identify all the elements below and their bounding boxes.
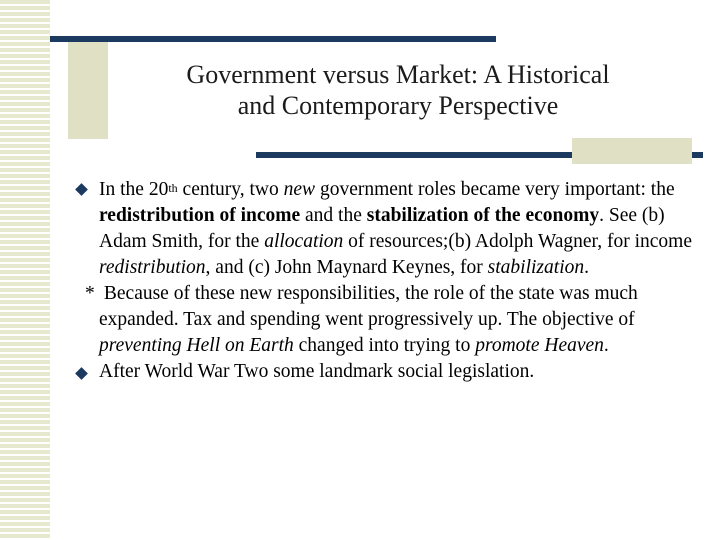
superscript-th: th — [168, 181, 178, 195]
bullet-text: , and (c) John Maynard Keynes, for — [205, 257, 488, 278]
bullet-text: Because of these new responsibilities, the role of the state was much expanded. Tax and spending went progressively up. The objective of — [99, 283, 638, 330]
bullet-text: . — [603, 335, 609, 356]
title-line-2: and Contemporary Perspective — [237, 91, 559, 120]
bullet-text: of resources;(b) Adolph Wagner, for income — [343, 231, 693, 252]
corner-accent-block — [572, 138, 692, 164]
slide-body — [70, 177, 710, 385]
emphasis-promote-heaven: promote Heaven — [475, 335, 604, 356]
bullet-text: changed into trying to — [293, 335, 476, 356]
bullet-text: government roles became very important: the — [315, 179, 675, 200]
bullet-text: century, two — [177, 179, 284, 200]
emphasis-stabilization-of-economy: stabilization of the economy — [366, 205, 600, 226]
diamond-bullet-icon — [75, 367, 88, 380]
emphasis-preventing-hell: preventing Hell on Earth — [99, 335, 294, 356]
emphasis-redistribution: redistribution — [99, 257, 206, 278]
bullet-item-world-war-two — [70, 359, 710, 385]
left-stripe-decoration — [0, 0, 50, 540]
sub-item-expanded-role — [70, 281, 710, 359]
bullet-item-twentieth-century — [70, 177, 710, 281]
slide-title — [120, 59, 676, 121]
asterisk-marker: * — [85, 283, 95, 304]
bullet-text: . — [584, 257, 589, 278]
title-accent-block — [68, 38, 108, 139]
diamond-bullet-icon — [75, 183, 88, 196]
bullet-text: and the — [300, 205, 367, 226]
emphasis-redistribution-of-income: redistribution of income — [99, 205, 301, 226]
emphasis-allocation: allocation — [264, 231, 344, 252]
bullet-text: In the 20 — [99, 179, 169, 200]
title-line-1: Government versus Market: A Historical — [186, 60, 610, 89]
emphasis-stabilization: stabilization — [487, 257, 585, 278]
top-rule — [50, 36, 496, 42]
emphasis-new: new — [283, 179, 316, 200]
bullet-text: . See (b) Adam Smith, for the — [99, 205, 665, 252]
bullet-text: After World War Two some landmark social legislation. — [99, 361, 535, 382]
